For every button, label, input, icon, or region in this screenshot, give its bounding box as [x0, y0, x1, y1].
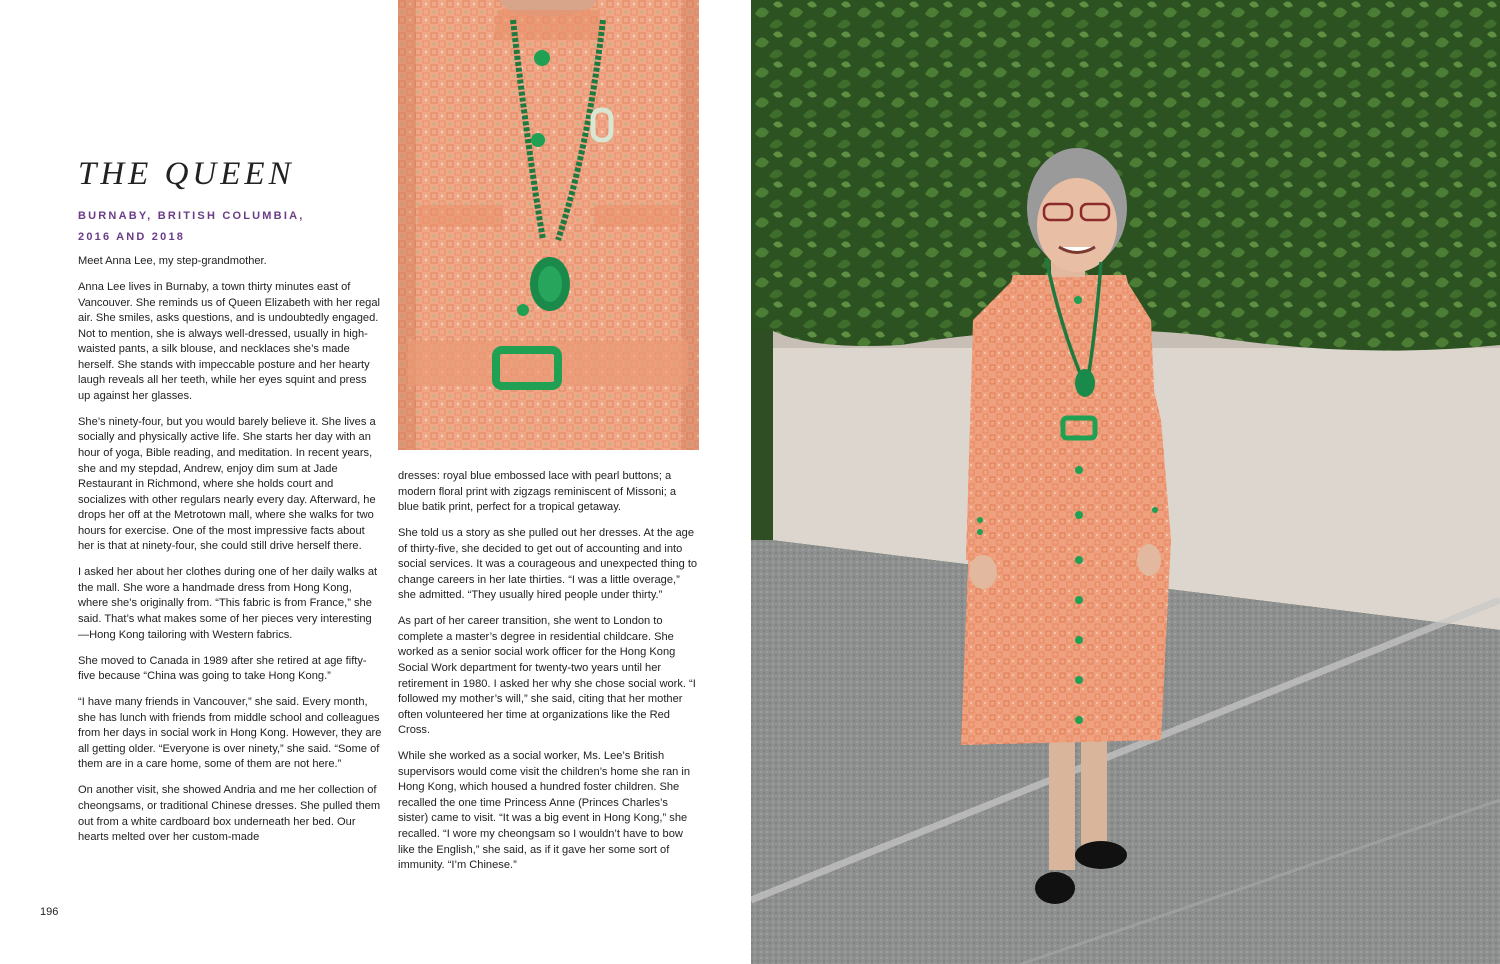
- paragraph: Meet Anna Lee, my step-grandmother.: [78, 255, 267, 267]
- location-subtitle: [78, 206, 338, 248]
- paragraph: I asked her about her clothes during one of her daily walks at the mall. She wore a handmade dress from Hong Kong, where she’s originally from. “This fabric is from France,” she said. That’s what makes some of her pieces very interesting—Hong Kong tailoring with Western fabrics.: [78, 566, 378, 641]
- paragraph: While she worked as a social worker, Ms. Lee’s British supervisors would come visit the children’s home she ran in Hong Kong, which housed a hundred foster children. She recalled the one time Princess Anne (Princes Charles’s sister) came to visit. “It was a big event in Hong Kong,” she recalled. “I wore my cheongsam so I wouldn’t have to bow like the English,” she said, as if it gave her some sort of immunity. “I’m Chinese.”: [398, 750, 691, 872]
- article-title: THE QUEEN: [78, 156, 295, 192]
- paragraph: As part of her career transition, she went to London to complete a master’s degree in residential childcare. She worked as a senior social work officer for the Hong Kong Social Work department for twenty-two years until her retirement in 1980. I asked her why she chose social work. “I followed my mother’s will,” she said, citing that her mother often volunteered her time at organizations like the Red Cross.: [398, 615, 696, 737]
- paragraph: Anna Lee lives in Burnaby, a town thirty minutes east of Vancouver. She reminds us of Queen Elizabeth with her regal air. She smiles, asks questions, and is undoubtedly engaged. Not to mention, she is always well-dressed, usually in high-waisted pants, a silk blouse, and necklaces she’s made herself. She stands with impeccable posture and her hearty laugh reveals all her teeth, while her eyes squint and press up against her glasses.: [78, 281, 380, 402]
- paragraph: She told us a story as she pulled out her dresses. At the age of thirty-five, she decided to get out of accounting and into social services. It was a courageous and unexpected thing to change careers in her late thirties. “I was a little overage,” she admitted. “They usually hired people under thirty.”: [398, 527, 698, 602]
- paragraph: dresses: royal blue embossed lace with pearl buttons; a modern floral print with zigzags reminiscent of Missoni; a blue batik print, perfect for a tropical getaway.: [398, 470, 677, 514]
- location-line-2: 2016 AND 2018: [78, 231, 186, 243]
- portrait-photo: [751, 0, 1500, 964]
- paragraph: She’s ninety-four, but you would barely believe it. She lives a socially and physically active life. She starts her day with an hour of yoga, Bible reading, and meditation. In recent years, she and my stepdad, Andrew, enjoy dim sum at Jade Restaurant in Richmond, where she holds court and socializes with other regulars nearly every day. Afterward, he drops her off at the Metrotown mall, where she walks for two hours for exercise. One of the most impressive facts about her is that at ninety-four, she could still drive herself there.: [78, 415, 376, 553]
- dress-detail-photo: [398, 0, 699, 450]
- location-line-1: BURNABY, BRITISH COLUMBIA,: [78, 210, 305, 222]
- text-column-2: [398, 469, 700, 884]
- paragraph: She moved to Canada in 1989 after she retired at age fifty-five because “China was going to take Hong Kong.”: [78, 654, 367, 683]
- paragraph: “I have many friends in Vancouver,” she said. Every month, she has lunch with friends from middle school and colleagues from her days in social work in Hong Kong. However, they are all getting older. “Everyone is over ninety,” she said. “Some of them are in a care home, some of them are not here.”: [78, 696, 382, 771]
- paragraph: On another visit, she showed Andria and me her collection of cheongsams, or traditional Chinese dresses. She pulled them out from a white cardboard box underneath her bed. Our hearts melted over her custom-made: [78, 784, 381, 844]
- page-number: 196: [40, 906, 59, 918]
- text-column-1: [78, 254, 382, 856]
